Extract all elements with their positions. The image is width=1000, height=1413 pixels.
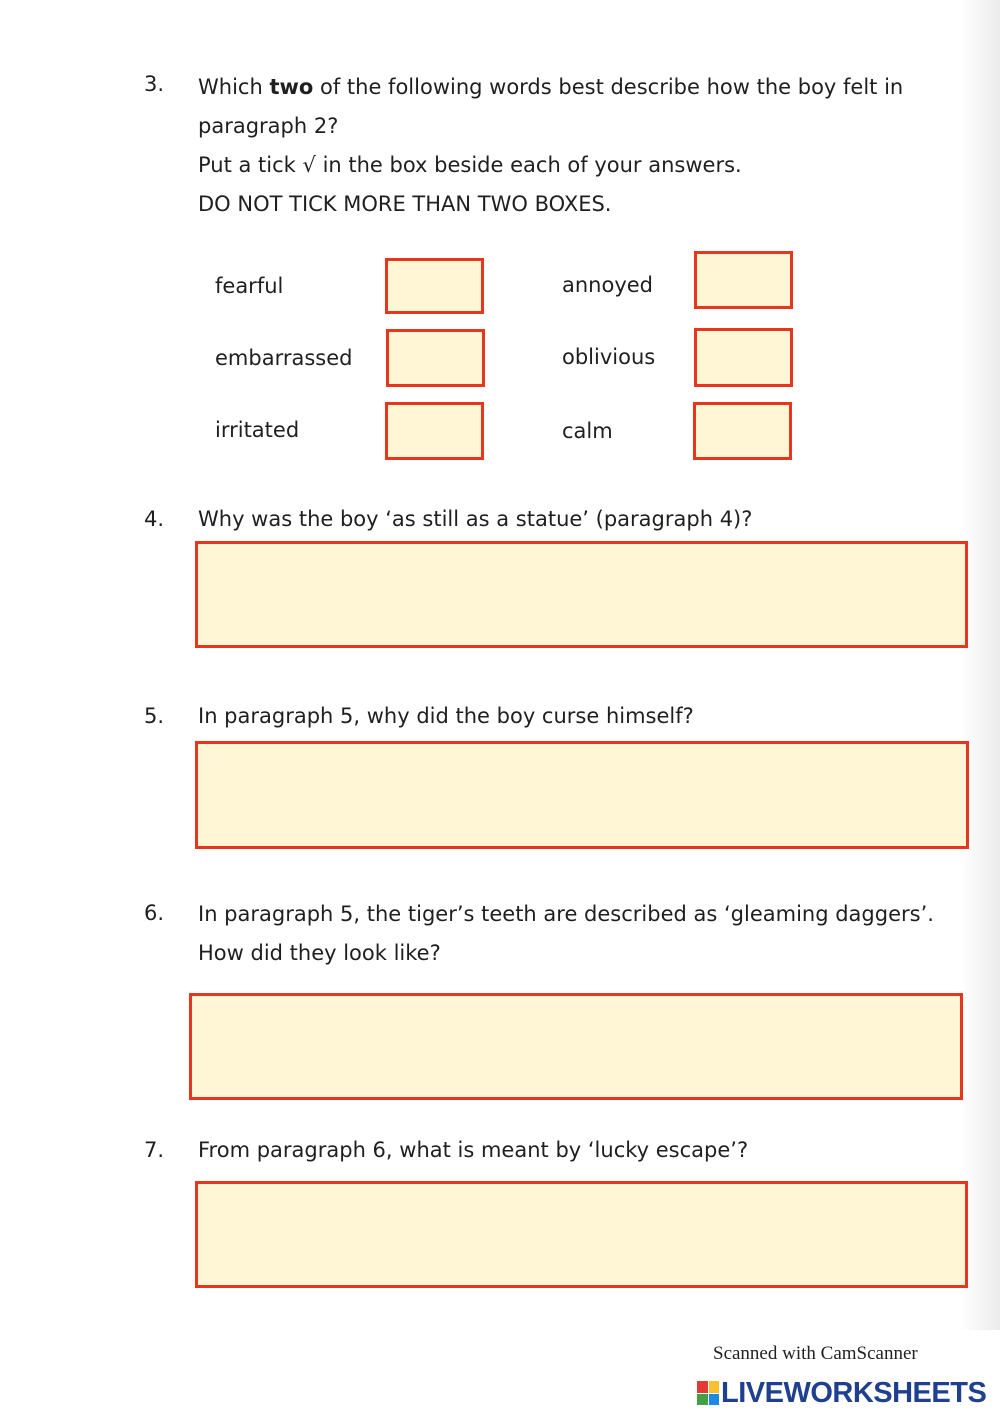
option-calm-label: calm xyxy=(562,419,613,443)
q6-answer-field[interactable] xyxy=(189,993,963,1100)
option-embarrassed-label: embarrassed xyxy=(215,346,353,370)
q7-number: 7. xyxy=(144,1138,165,1162)
q3-line4: DO NOT TICK MORE THAN TWO BOXES. xyxy=(198,192,612,216)
option-fearful-label: fearful xyxy=(215,274,284,298)
q4-text: Why was the boy ‘as still as a statue’ (paragraph 4)? xyxy=(198,507,753,531)
q3-prompt xyxy=(198,68,978,224)
q7-text: From paragraph 6, what is meant by ‘lucky escape’? xyxy=(198,1138,749,1162)
liveworksheets-logo-icon xyxy=(697,1381,719,1405)
option-irritated-label: irritated xyxy=(215,418,300,442)
option-annoyed-checkbox[interactable] xyxy=(694,251,793,309)
q5-number: 5. xyxy=(144,704,165,728)
q3-line1: Which two of the following words best describe how the boy felt in xyxy=(198,75,904,99)
option-embarrassed-checkbox[interactable] xyxy=(386,329,485,387)
q4-answer-field[interactable] xyxy=(195,541,968,648)
q4-number: 4. xyxy=(144,507,165,531)
camscanner-watermark: Scanned with CamScanner xyxy=(713,1343,918,1364)
q5-text: In paragraph 5, why did the boy curse himself? xyxy=(198,704,694,728)
q6-line2: How did they look like? xyxy=(198,941,441,965)
liveworksheets-logo-text: LIVEWORKSHEETS xyxy=(721,1376,987,1409)
q3-line2: paragraph 2? xyxy=(198,114,339,138)
option-oblivious-label: oblivious xyxy=(562,345,656,369)
q7-answer-field[interactable] xyxy=(195,1181,968,1288)
option-oblivious-checkbox[interactable] xyxy=(694,328,793,387)
option-irritated-checkbox[interactable] xyxy=(385,402,484,460)
q5-answer-field[interactable] xyxy=(195,741,969,849)
q6-number: 6. xyxy=(144,901,165,925)
option-annoyed-label: annoyed xyxy=(562,273,654,297)
q3-number: 3. xyxy=(144,72,165,96)
q3-line3: Put a tick √ in the box beside each of your answers. xyxy=(198,153,742,177)
q6-prompt xyxy=(198,895,978,973)
q6-line1: In paragraph 5, the tiger’s teeth are described as ‘gleaming daggers’. xyxy=(198,902,934,926)
liveworksheets-logo[interactable] xyxy=(697,1376,986,1410)
option-fearful-checkbox[interactable] xyxy=(385,258,484,314)
option-calm-checkbox[interactable] xyxy=(693,402,792,460)
